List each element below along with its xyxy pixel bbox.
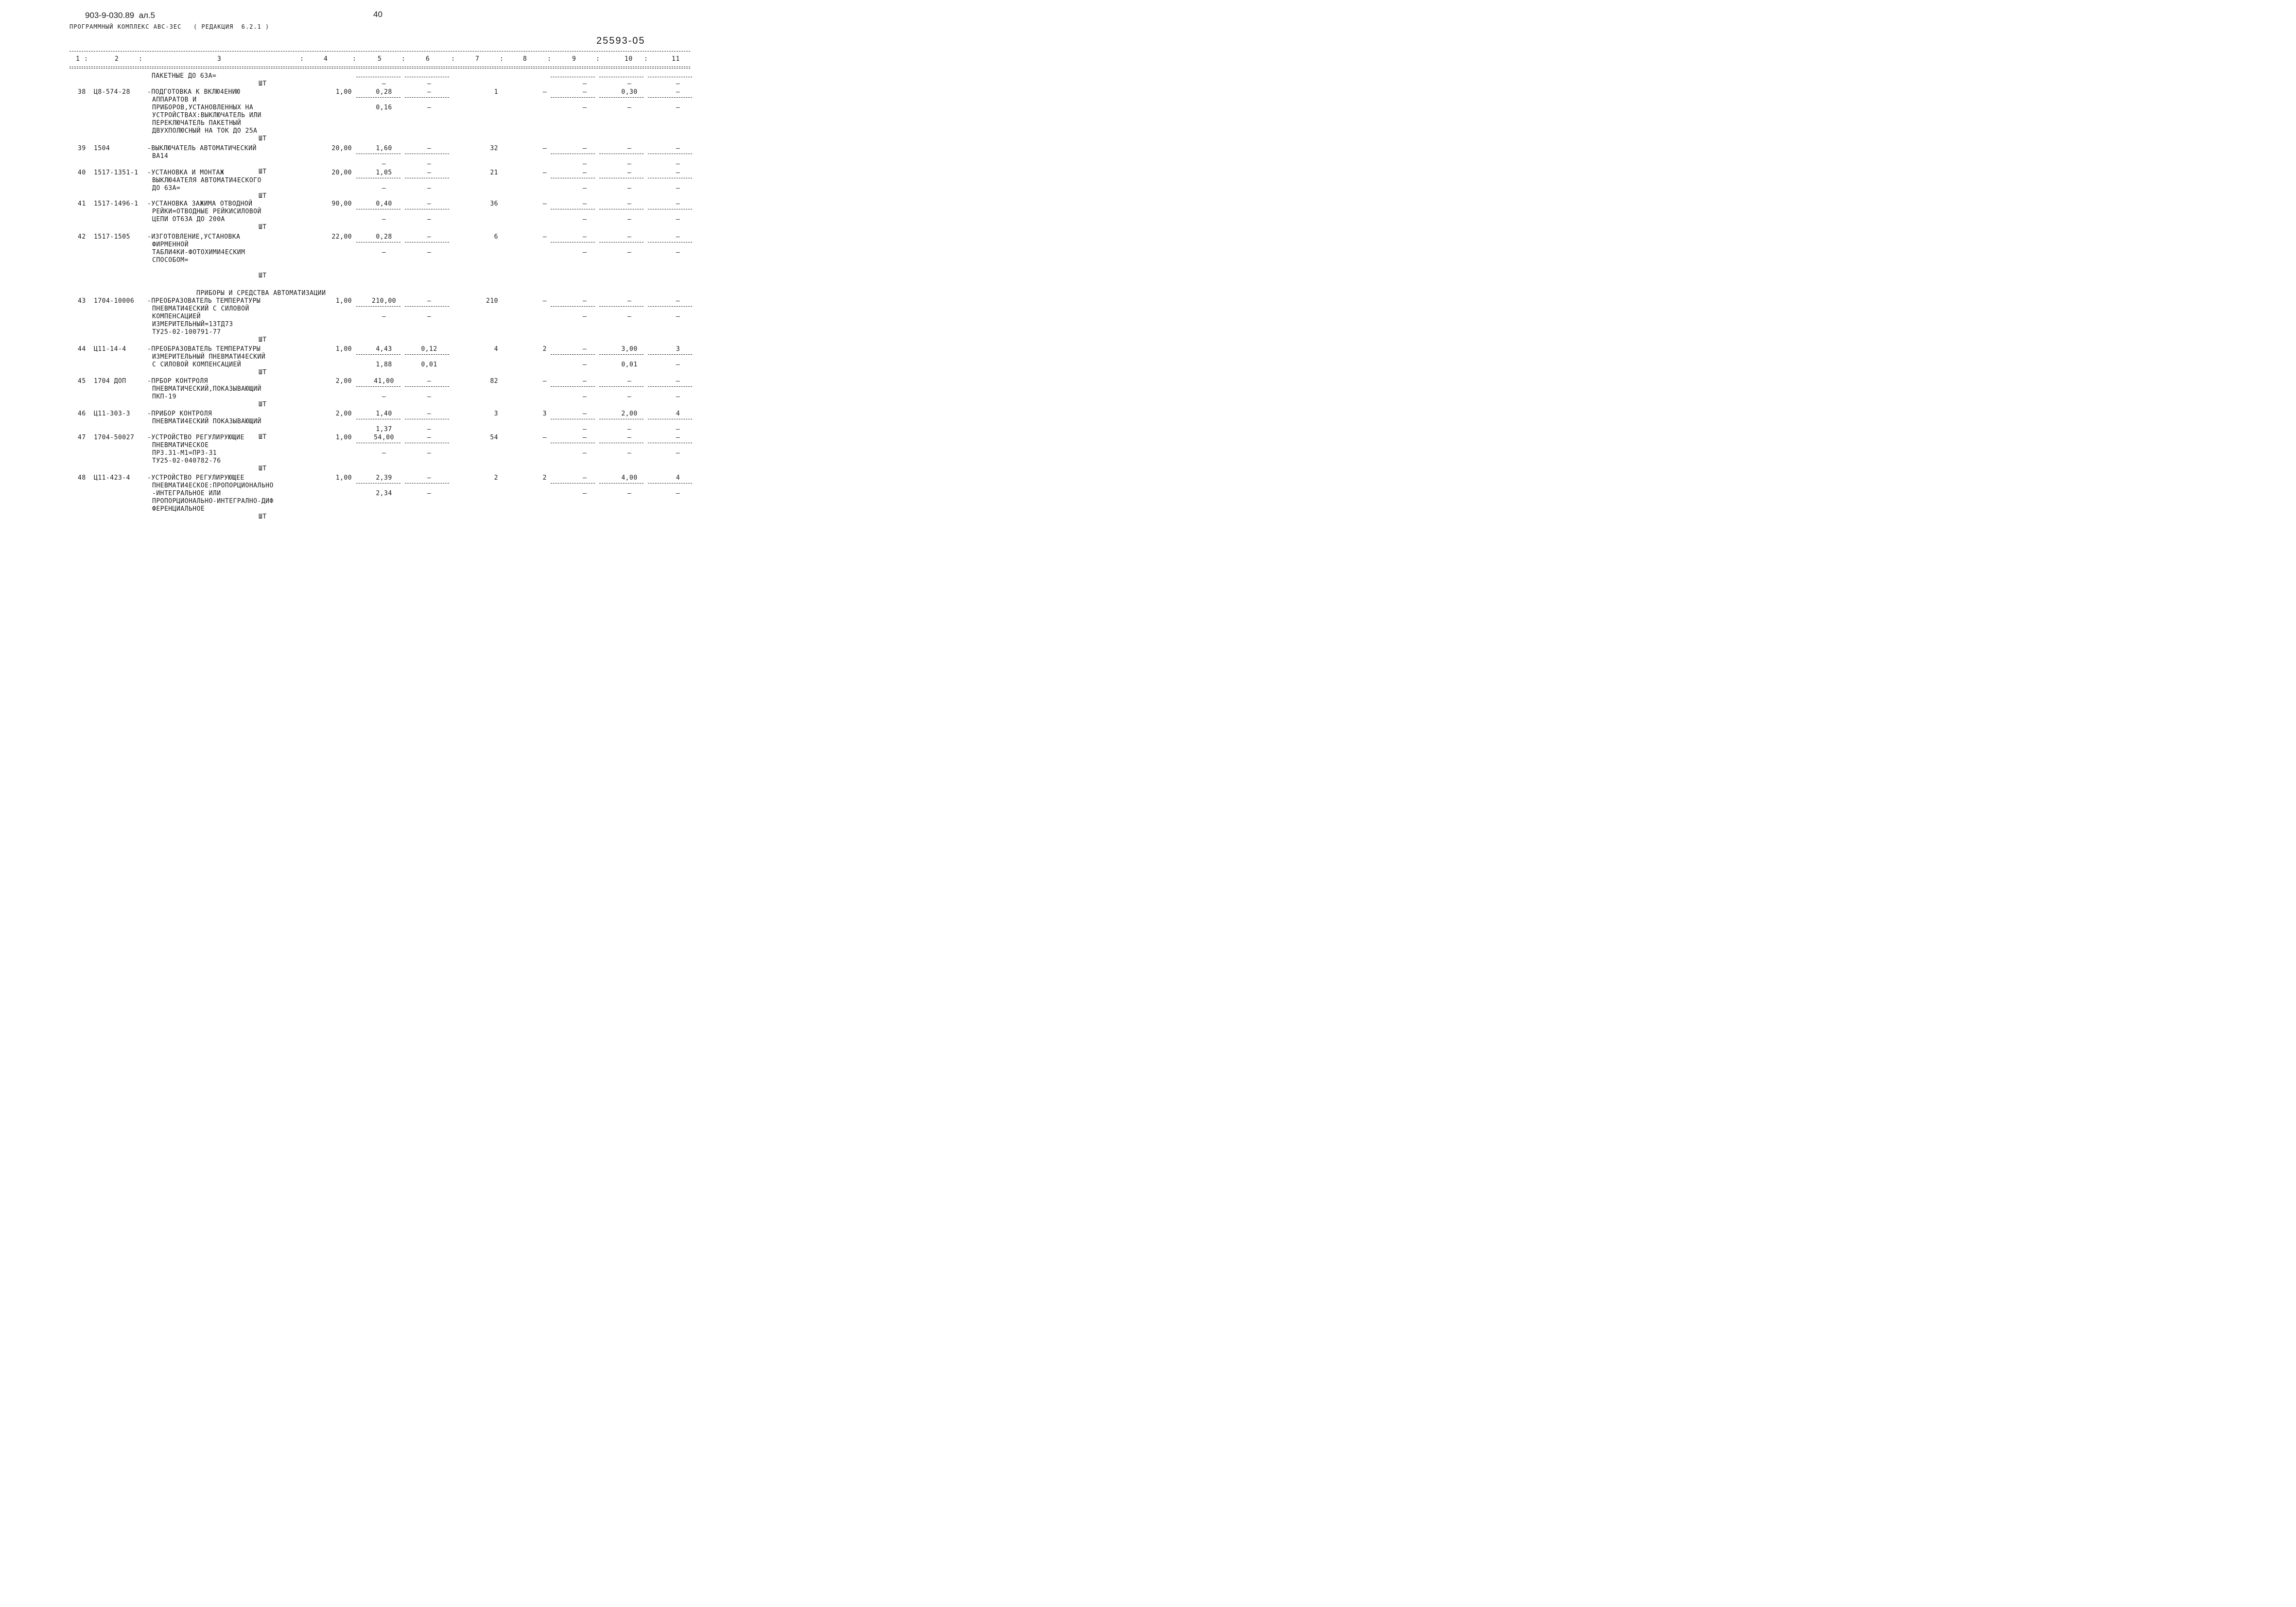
header-top-rule — [70, 51, 690, 52]
row-code: 1704-10006 — [94, 297, 135, 305]
row-number: 44 — [78, 346, 86, 353]
row-description: -УСТРОЙСТВО РЕГУЛИРУЮЩЕЕ — [147, 474, 244, 482]
col11-secondary: – — [676, 490, 680, 497]
continued-c10: – — [627, 80, 632, 87]
col9-secondary: – — [582, 185, 587, 192]
column-header-2: 2 — [115, 55, 119, 63]
row-description: -ИЗГОТОВЛЕНИЕ,УСТАНОВКА — [147, 233, 241, 241]
col9-secondary: – — [582, 313, 587, 320]
unit-label: ШТ — [259, 224, 267, 231]
row-description: ПНЕВМАТИ4ЕСКИЙ С СИЛОВОЙ — [152, 305, 249, 312]
row-description: ПНЕВМАТИ4ЕСКИЙ ПОКАЗЫВАЮЩИЙ — [152, 418, 261, 425]
col10-secondary: – — [627, 490, 632, 497]
row-description: -УСТРОЙСТВО РЕГУЛИРУЮЩИЕ — [147, 434, 244, 441]
row-number: 45 — [78, 378, 86, 385]
col9-cell: – — [582, 297, 587, 305]
col11-secondary: – — [676, 361, 680, 368]
unit-label: ШТ — [259, 465, 267, 472]
subtotal-rule — [599, 97, 644, 98]
subtotal-rule — [356, 97, 400, 98]
row-number: 40 — [78, 169, 86, 176]
unit-cost-cell: 54,00 — [374, 434, 394, 441]
quantity-cell: 1,00 — [335, 88, 352, 96]
col6-secondary: – — [427, 449, 432, 457]
subtotal-rule — [599, 354, 644, 355]
col10-cell: 4,00 — [621, 474, 638, 482]
unit-cost-secondary: – — [382, 393, 386, 400]
col6-cell: – — [427, 378, 432, 385]
unit-label: ШТ — [259, 168, 267, 175]
col6-cell: – — [427, 200, 432, 207]
total-cost-cell: 2 — [494, 474, 498, 482]
row-description: СПОСОБОМ= — [152, 257, 189, 264]
col11-cell: – — [676, 233, 680, 241]
col11-cell: – — [676, 297, 680, 305]
row-code: Ц11-423-4 — [94, 474, 130, 482]
total-cost-cell: 32 — [490, 145, 498, 152]
column-header-5: 5 — [378, 55, 382, 63]
col10-cell: – — [627, 200, 632, 207]
total-cost-cell: 6 — [494, 233, 498, 241]
row-description: АППАРАТОВ И — [152, 96, 197, 104]
col11-secondary: – — [676, 160, 680, 168]
col6-secondary: – — [427, 160, 432, 168]
col10-cell: 3,00 — [621, 346, 638, 353]
total-cost-cell: 4 — [494, 346, 498, 353]
subtotal-rule — [356, 354, 400, 355]
subtotal-rule — [405, 354, 449, 355]
row-code: Ц11-14-4 — [94, 346, 126, 353]
row-description: ИЗМЕРИТЕЛЬНЫЙ=13ТД73 — [152, 321, 233, 328]
subtotal-rule — [551, 386, 595, 387]
unit-cost-cell: 2,39 — [376, 474, 392, 482]
quantity-cell: 90,00 — [331, 200, 352, 207]
continued-description: ПАКЕТНЫЕ ДО 63А= — [152, 72, 217, 80]
col10-secondary: – — [627, 449, 632, 457]
col8-cell: – — [542, 145, 547, 152]
row-description: ИЗМЕРИТЕЛЬНЫЙ ПНЕВМАТИ4ЕСКИЙ — [152, 353, 266, 361]
row-description: ВА14 — [152, 153, 169, 160]
row-description: -ПОДГОТОВКА К ВКЛЮ4ЕНИЮ — [147, 88, 241, 96]
column-header-8: 8 — [523, 55, 527, 63]
col8-cell: – — [542, 233, 547, 241]
quantity-cell: 2,00 — [335, 378, 352, 385]
col11-cell: – — [676, 200, 680, 207]
unit-cost-cell: 4,43 — [376, 346, 392, 353]
col6-secondary: – — [427, 104, 432, 111]
column-separator: : — [352, 55, 357, 63]
subtotal-rule — [356, 483, 400, 484]
row-description: -ПРБОР КОНТРОЛЯ — [147, 378, 208, 385]
col9-cell: – — [582, 200, 587, 207]
column-separator: : — [84, 55, 88, 63]
unit-cost-cell: 1,40 — [376, 410, 392, 417]
col9-cell: – — [582, 474, 587, 482]
col11-cell: – — [676, 88, 680, 96]
col11-secondary: – — [676, 313, 680, 320]
subtotal-rule — [648, 306, 692, 307]
row-description: УСТРОЙСТВАХ:ВЫКЛЮЧАТЕЛЬ ИЛИ — [152, 112, 261, 119]
col8-cell: 2 — [542, 346, 547, 353]
total-cost-cell: 210 — [486, 297, 498, 305]
column-separator: : — [500, 55, 504, 63]
row-number: 39 — [78, 145, 86, 152]
col6-secondary: – — [427, 313, 432, 320]
subtotal-rule — [551, 97, 595, 98]
row-number: 48 — [78, 474, 86, 482]
col8-cell: 2 — [542, 474, 547, 482]
subtotal-rule — [648, 97, 692, 98]
column-separator: : — [401, 55, 406, 63]
col9-secondary: – — [582, 426, 587, 433]
row-description: ТУ25-02-040782-76 — [152, 457, 221, 465]
row-description: ТУ25-02-100791-77 — [152, 328, 221, 336]
continued-c11: – — [676, 80, 680, 87]
subtotal-rule — [648, 354, 692, 355]
document-number: 903-9-030.89 ал.5 — [85, 11, 156, 20]
col11-secondary: – — [676, 249, 680, 256]
col8-cell: – — [542, 88, 547, 96]
col9-secondary: – — [582, 160, 587, 168]
unit-cost-secondary: – — [382, 216, 386, 223]
col10-secondary: – — [627, 393, 632, 400]
row-description: -ПРЕОБРАЗОВАТЕЛЬ ТЕМПЕРАТУРЫ — [147, 297, 261, 305]
subtotal-rule — [551, 354, 595, 355]
col10-cell: – — [627, 169, 632, 176]
column-separator: : — [547, 55, 552, 63]
total-cost-cell: 21 — [490, 169, 498, 176]
row-code: 1704-50027 — [94, 434, 135, 441]
subtotal-rule — [551, 483, 595, 484]
unit-cost-cell: 41,00 — [374, 378, 394, 385]
unit-cost-secondary: – — [382, 249, 386, 256]
col6-cell: – — [427, 169, 432, 176]
row-number: 46 — [78, 410, 86, 417]
col9-cell: – — [582, 145, 587, 152]
col11-secondary: – — [676, 104, 680, 111]
unit-label: ШТ — [259, 272, 267, 279]
col11-secondary: – — [676, 426, 680, 433]
quantity-cell: 2,00 — [335, 410, 352, 417]
column-header-7: 7 — [475, 55, 480, 63]
col11-cell: – — [676, 169, 680, 176]
col6-secondary: – — [427, 185, 432, 192]
col6-cell: – — [427, 88, 432, 96]
col8-cell: – — [542, 200, 547, 207]
row-code: Ц8-574-28 — [94, 88, 130, 96]
row-code: 1517-1351-1 — [94, 169, 139, 176]
col6-secondary: – — [427, 426, 432, 433]
total-cost-cell: 1 — [494, 88, 498, 96]
unit-label: ШТ — [259, 513, 267, 520]
row-description: -ПРЕОБРАЗОВАТЕЛЬ ТЕМПЕРАТУРЫ — [147, 346, 261, 353]
column-header-6: 6 — [426, 55, 430, 63]
col10-secondary: – — [627, 249, 632, 256]
col11-secondary: – — [676, 185, 680, 192]
col6-secondary: – — [427, 393, 432, 400]
unit-cost-secondary: – — [382, 185, 386, 192]
unit-cost-cell: 210,00 — [372, 297, 396, 305]
col10-cell: 2,00 — [621, 410, 638, 417]
row-description: ФИРМЕННОЙ — [152, 241, 189, 248]
row-description: ПР3.31-М1=ПР3-31 — [152, 449, 217, 457]
quantity-cell: 1,00 — [335, 474, 352, 482]
unit-label: ШТ — [259, 369, 267, 376]
subtotal-rule — [405, 386, 449, 387]
header-bottom-rule-2 — [70, 68, 690, 69]
row-description: ПКП-19 — [152, 393, 176, 400]
subtotal-rule — [648, 386, 692, 387]
col10-secondary: – — [627, 313, 632, 320]
col10-secondary: – — [627, 216, 632, 223]
document-code: 25593-05 — [596, 35, 645, 46]
col6-secondary: – — [427, 216, 432, 223]
row-code: 1704 ДОП — [94, 378, 126, 385]
subtotal-rule — [599, 483, 644, 484]
quantity-cell: 1,00 — [335, 434, 352, 441]
row-number: 42 — [78, 233, 86, 241]
column-header-4: 4 — [324, 55, 328, 63]
quantity-cell: 1,00 — [335, 346, 352, 353]
row-description: ПНЕВМАТИЧЕСКОЕ — [152, 442, 209, 449]
col11-cell: 3 — [676, 346, 680, 353]
column-header-10: 10 — [625, 55, 633, 63]
unit-cost-secondary: – — [382, 160, 386, 168]
col6-secondary: 0,01 — [421, 361, 437, 368]
col9-secondary: – — [582, 490, 587, 497]
row-description: ПЕРЕКЛЮЧАТЕЛЬ ПАКЕТНЫЙ — [152, 120, 242, 127]
row-code: 1517-1496-1 — [94, 200, 139, 207]
unit-cost-cell: 0,28 — [376, 233, 392, 241]
subtotal-rule — [356, 386, 400, 387]
col10-cell: – — [627, 297, 632, 305]
unit-cost-cell: 0,28 — [376, 88, 392, 96]
unit-cost-secondary: 1,37 — [376, 426, 392, 433]
row-code: 1504 — [94, 145, 110, 152]
row-description: -УСТАНОВКА И МОНТАЖ — [147, 169, 225, 176]
column-header-1: 1 — [76, 55, 80, 63]
col6-cell: – — [427, 474, 432, 482]
col10-cell: – — [627, 233, 632, 241]
section-heading: ПРИБОРЫ И СРЕДСТВА АВТОМАТИЗАЦИИ — [196, 290, 326, 297]
unit-label: ШТ — [259, 192, 267, 200]
continued-c9: – — [582, 80, 587, 87]
row-description: С СИЛОВОЙ КОМПЕНСАЦИЕЙ — [152, 361, 242, 368]
total-cost-cell: 36 — [490, 200, 498, 207]
col8-cell: – — [542, 297, 547, 305]
row-description: ФЕРЕНЦИАЛЬНОЕ — [152, 505, 205, 513]
row-code: Ц11-303-3 — [94, 410, 130, 417]
col6-cell: – — [427, 297, 432, 305]
unit-label: ШТ — [259, 401, 267, 408]
quantity-cell: 1,00 — [335, 297, 352, 305]
quantity-cell: 20,00 — [331, 145, 352, 152]
col11-cell: – — [676, 145, 680, 152]
column-header-9: 9 — [572, 55, 576, 63]
unit-cost-secondary: – — [382, 313, 386, 320]
unit-label: ШТ — [259, 135, 267, 142]
col11-cell: 4 — [676, 410, 680, 417]
row-description: ПРИБОРОВ,УСТАНОВЛЕННЫХ НА — [152, 104, 254, 111]
program-line: ПРОГРАММНЫЙ КОМПЛЕКС АВС-3ЕС ( РЕДАКЦИЯ 6.2.1 ) — [70, 23, 270, 30]
col8-cell: – — [542, 434, 547, 441]
subtotal-rule — [405, 97, 449, 98]
row-code: 1517-1505 — [94, 233, 130, 241]
unit-label: ШТ — [259, 80, 267, 87]
col10-cell: – — [627, 378, 632, 385]
col9-secondary: – — [582, 216, 587, 223]
unit-cost-secondary: 0,16 — [376, 104, 392, 111]
col8-cell: – — [542, 169, 547, 176]
quantity-cell: 22,00 — [331, 233, 352, 241]
column-separator: : — [644, 55, 648, 63]
column-separator: : — [300, 55, 304, 63]
row-description: ПРОПОРЦИОНАЛЬНО-ИНТЕГРАЛНО-ДИФ — [152, 498, 274, 505]
col6-secondary: – — [427, 249, 432, 256]
unit-cost-secondary: – — [382, 449, 386, 457]
col10-secondary: – — [627, 185, 632, 192]
row-number: 47 — [78, 434, 86, 441]
subtotal-rule — [599, 386, 644, 387]
col8-cell: – — [542, 378, 547, 385]
row-description: КОМПЕНСАЦИЕЙ — [152, 313, 201, 320]
col10-cell: 0,30 — [621, 88, 638, 96]
subtotal-rule — [356, 306, 400, 307]
col11-secondary: – — [676, 393, 680, 400]
subtotal-rule — [599, 306, 644, 307]
unit-label: ШТ — [259, 336, 267, 344]
row-description: ВЫКЛЮ4АТЕЛЯ АВТОМАТИ4ЕСКОГО — [152, 177, 261, 184]
unit-cost-secondary: 2,34 — [376, 490, 392, 497]
row-description: РЕЙКИ=ОТВОДНЫЕ РЕЙКИСИЛОВОЙ — [152, 208, 261, 215]
col10-cell: – — [627, 434, 632, 441]
column-header-11: 11 — [672, 55, 680, 63]
col9-cell: – — [582, 434, 587, 441]
col9-cell: – — [582, 169, 587, 176]
continued-c5: – — [382, 80, 386, 87]
col8-cell: 3 — [542, 410, 547, 417]
col9-secondary: – — [582, 361, 587, 368]
row-description: ПНЕВМАТИ4ЕСКОЕ:ПРОПОРЦИОНАЛЬНО — [152, 482, 274, 489]
subtotal-rule — [551, 306, 595, 307]
col11-cell: 4 — [676, 474, 680, 482]
unit-label: ШТ — [259, 433, 267, 441]
col11-cell: – — [676, 378, 680, 385]
quantity-cell: 20,00 — [331, 169, 352, 176]
col10-secondary: – — [627, 160, 632, 168]
col6-cell: – — [427, 233, 432, 241]
column-header-3: 3 — [217, 55, 222, 63]
total-cost-cell: 54 — [490, 434, 498, 441]
col6-secondary: – — [427, 490, 432, 497]
total-cost-cell: 3 — [494, 410, 498, 417]
col9-cell: – — [582, 378, 587, 385]
row-description: ТАБЛИ4КИ-ФОТОХИМИ4ЕСКИМ — [152, 249, 245, 256]
column-separator: : — [596, 55, 600, 63]
col11-secondary: – — [676, 216, 680, 223]
row-description: -ПРИБОР КОНТРОЛЯ — [147, 410, 212, 417]
col11-secondary: – — [676, 449, 680, 457]
row-number: 38 — [78, 88, 86, 96]
unit-cost-secondary: 1,88 — [376, 361, 392, 368]
row-description: ДО 63А= — [152, 185, 181, 192]
subtotal-rule — [405, 483, 449, 484]
col11-cell: – — [676, 434, 680, 441]
col9-cell: – — [582, 410, 587, 417]
subtotal-rule — [648, 483, 692, 484]
row-description: -ВЫКЛЮЧАТЕЛЬ АВТОМАТИЧЕСКИЙ — [147, 145, 257, 152]
col6-cell: – — [427, 434, 432, 441]
page-number: 40 — [373, 10, 383, 19]
row-description: ЦЕПИ ОТ63А ДО 200А — [152, 216, 225, 223]
subtotal-rule — [405, 306, 449, 307]
row-description: ДВУХПОЛЮСНЫЙ НА ТОК ДО 25А — [152, 127, 258, 135]
col10-secondary: – — [627, 426, 632, 433]
unit-cost-cell: 1,05 — [376, 169, 392, 176]
col6-cell: – — [427, 410, 432, 417]
unit-cost-cell: 1,60 — [376, 145, 392, 152]
column-separator: : — [139, 55, 143, 63]
col6-cell: – — [427, 145, 432, 152]
col9-cell: – — [582, 233, 587, 241]
col10-secondary: 0,01 — [621, 361, 638, 368]
col9-cell: – — [582, 88, 587, 96]
row-description: -ИНТЕГРАЛЬНОЕ ИЛИ — [152, 490, 221, 497]
col9-secondary: – — [582, 393, 587, 400]
col9-secondary: – — [582, 104, 587, 111]
total-cost-cell: 82 — [490, 378, 498, 385]
col9-cell: – — [582, 346, 587, 353]
row-description: -УСТАНОВКА ЗАЖИМА ОТВОДНОЙ — [147, 200, 253, 207]
col10-cell: – — [627, 145, 632, 152]
col9-secondary: – — [582, 449, 587, 457]
col6-cell: 0,12 — [421, 346, 437, 353]
continued-c6: – — [427, 80, 432, 87]
row-number: 41 — [78, 200, 86, 207]
col9-secondary: – — [582, 249, 587, 256]
row-description: ПНЕВМАТИЧЕСКИЙ,ПОКАЗЫВАЮЩИЙ — [152, 385, 261, 393]
column-separator: : — [451, 55, 455, 63]
row-number: 43 — [78, 297, 86, 305]
unit-cost-cell: 0,40 — [376, 200, 392, 207]
col10-secondary: – — [627, 104, 632, 111]
